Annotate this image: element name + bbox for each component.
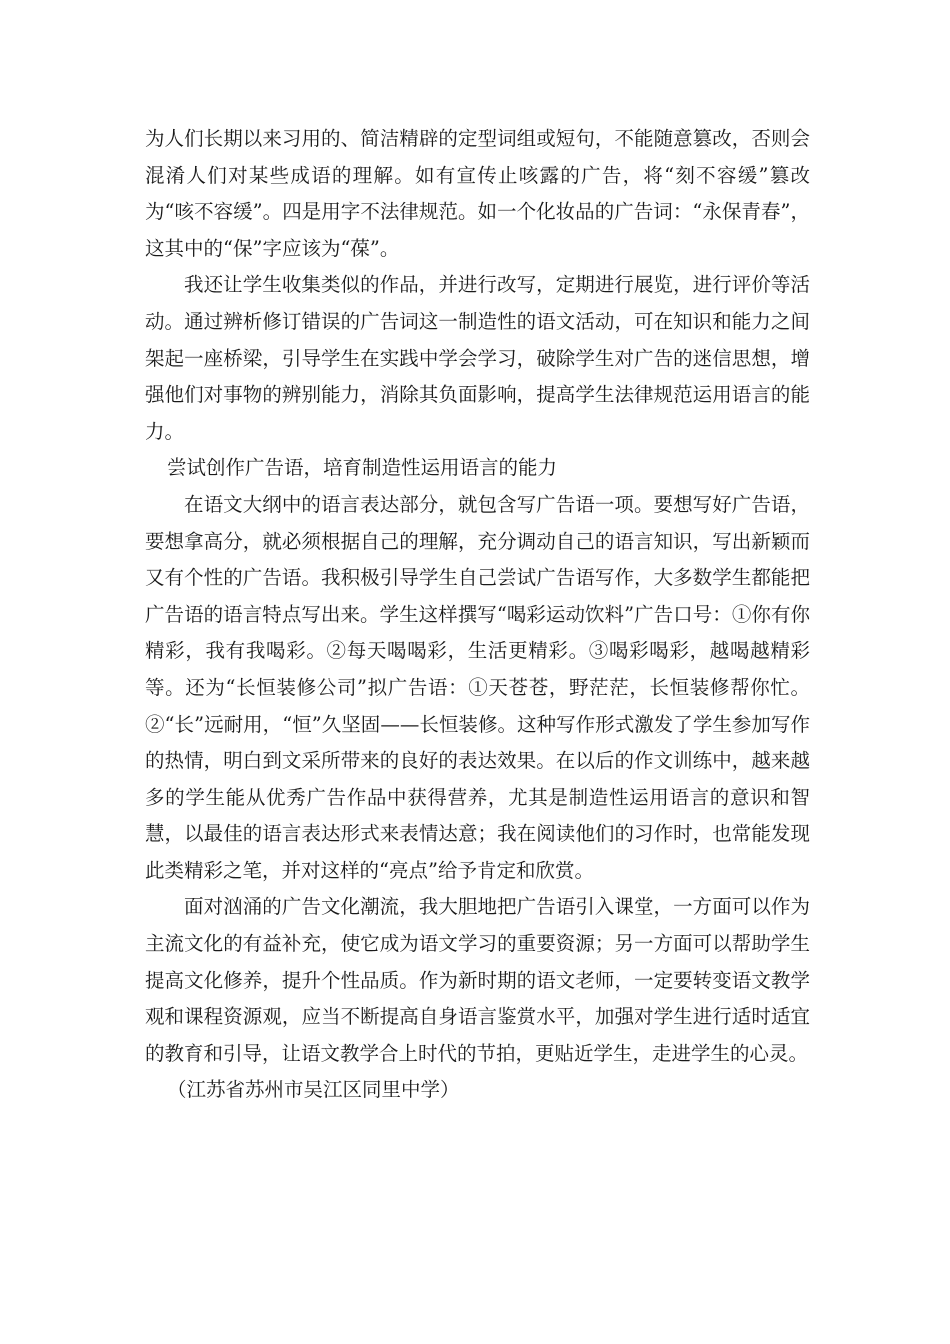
section-heading: 尝试创作广告语，培育制造性运用语言的能力: [167, 456, 558, 480]
paragraph-writing: 在语文大纲中的语言表达部分，就包含写广告语一项。要想写好广告语，要想拿高分，就必须根据自己的理解，充分调动自己的语言知识，写出新颖而又有个性的广告语。我积极引导学生自己尝试广告语写作，大多数学生都能把广告语的语言特点写出来。学生这样撰写“喝彩运动饮料”广告口号：①你有你精彩，我有我喝彩。②每天喝喝彩，生活更精彩。③喝彩喝彩，越喝越精彩等。还为“长恒装修公司”拟广告语：①天苍苍，野茫茫，长恒装修帮你忙。②“长”远耐用，“恒”久坚固——长恒装修。这种写作形式激发了学生参加写作的热情，明白到文采所带来的良好的表达效果。在以后的作文训练中，越来越多的学生能从优秀广告作品中获得营养，尤其是制造性运用语言的意识和智慧，以最佳的语言表达形式来表情达意；我在阅读他们的习作时，也常能发现此类精彩之笔，并对这样的“亮点”给予肯定和欣赏。: [145, 492, 810, 882]
paragraph-conclusion: 面对汹涌的广告文化潮流，我大胆地把广告语引入课堂，一方面可以作为主流文化的有益补充，使它成为语文学习的重要资源；另一方面可以帮助学生提高文化修养，提升个性品质。作为新时期的语文老师，一定要转变语文教学观和课程资源观，应当不断提高自身语言鉴赏水平，加强对学生进行适时适宜的教育和引导，让语文教学合上时代的节拍，更贴近学生，走进学生的心灵。: [145, 895, 810, 1065]
paragraph-continued: 为人们长期以来习用的、简洁精辟的定型词组或短句，不能随意篡改，否则会混淆人们对某些成语的理解。如有宣传止咳露的广告，将“刻不容缓”篡改为“咳不容缓”。四是用字不法律规范。如一个化妆品的广告词：“永保青春”，这其中的“保”字应该为“葆”。: [145, 127, 810, 260]
author-affiliation: （江苏省苏州市吴江区同里中学）: [167, 1078, 460, 1102]
document-body: [145, 121, 810, 1109]
paragraph-activity: 我还让学生收集类似的作品，并进行改写，定期进行展览，进行评价等活动。通过辨析修订错误的广告词这一制造性的语文活动，可在知识和能力之间架起一座桥梁，引导学生在实践中学会学习，破除学生对广告的迷信思想，增强他们对事物的辨别能力，消除其负面影响，提高学生法律规范运用语言的能力。: [145, 273, 810, 443]
